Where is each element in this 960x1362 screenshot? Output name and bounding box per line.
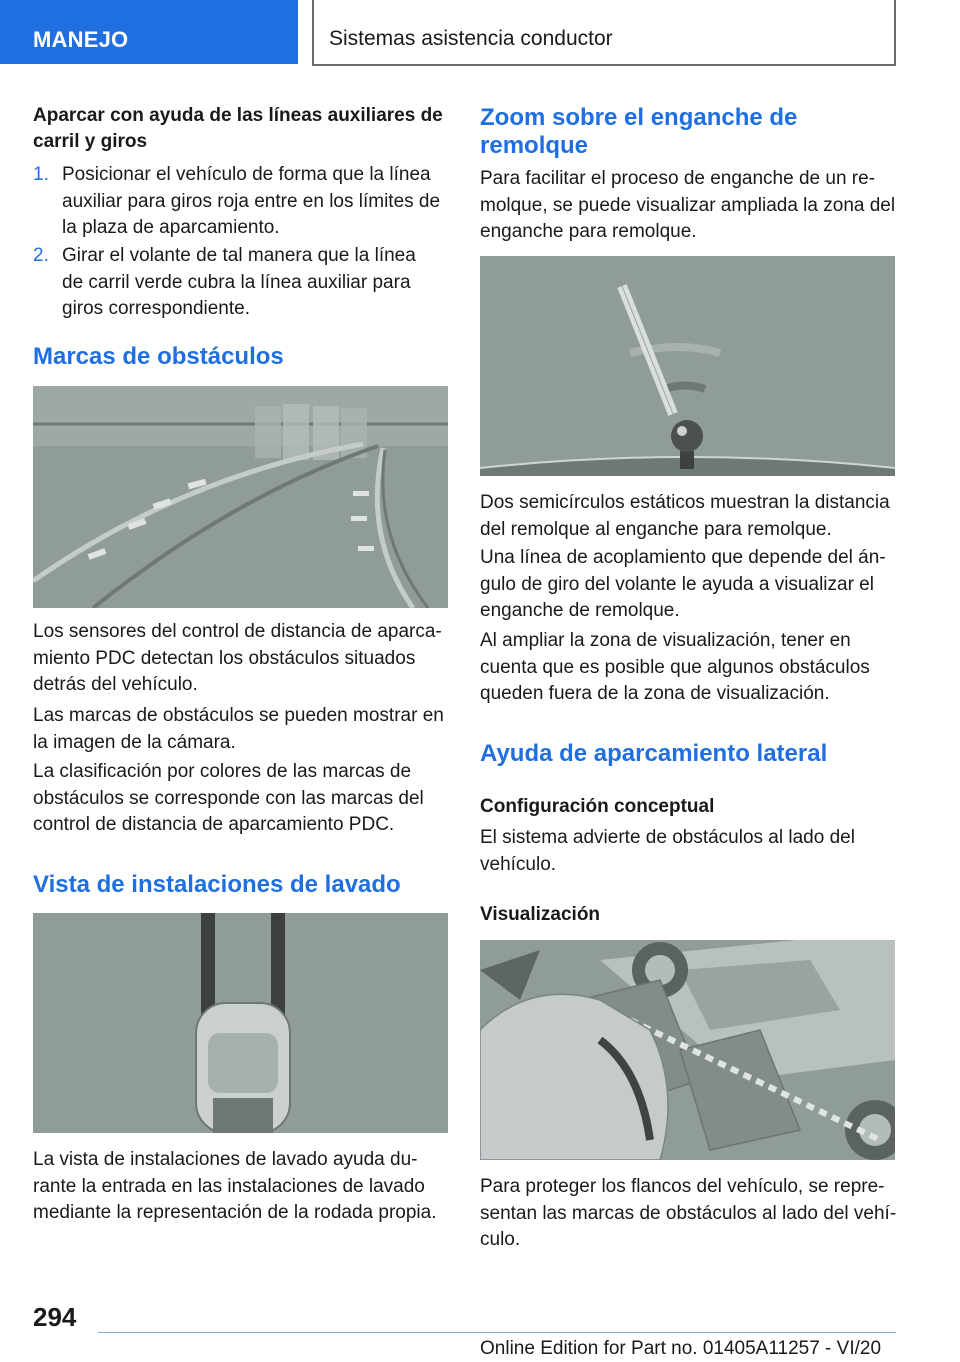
edition-note: Online Edition for Part no. 01405A11257 - VI/20 bbox=[480, 1338, 882, 1359]
obstacle-paragraph: Los sensores del control de distancia de aparcamiento PDC detectan los obstáculos situados detrás del vehículo. bbox=[33, 621, 442, 695]
obstacle-marks-heading: Marcas de obstáculos bbox=[33, 343, 284, 370]
hitch-zoom-paragraph: Al ampliar la zona de visualización, tener en cuenta que es posible que algunos obstáculos queden fuera de la zona de visualización. bbox=[480, 630, 870, 704]
side-parking-figure bbox=[480, 940, 895, 1160]
section-label: Sistemas asistencia conductor bbox=[329, 27, 613, 50]
step-number: 2. bbox=[33, 245, 49, 266]
obstacle-paragraph: La clasificación por colores de las marcas de obstáculos se corresponde con las marcas del control de distancia de aparcamiento PDC. bbox=[33, 761, 424, 835]
chapter-tab[interactable] bbox=[0, 0, 298, 64]
display-paragraph: Para proteger los flancos del vehículo, se representan las marcas de obstáculos al lado del vehículo. bbox=[480, 1176, 897, 1250]
footer-divider bbox=[98, 1332, 896, 1333]
step-text: Posicionar el vehículo de forma que la línea auxiliar para giros roja entre en los límites de la plaza de aparcamiento. bbox=[62, 164, 441, 238]
park-subtitle: Aparcar con ayuda de las líneas auxiliares de carril y giros bbox=[33, 105, 443, 152]
hitch-zoom-paragraph: Para facilitar el proceso de enganche de un remolque, se puede visualizar ampliada la zona del enganche para remolque. bbox=[480, 168, 896, 242]
page-number: 294 bbox=[33, 1302, 77, 1332]
hitch-zoom-paragraph: Una línea de acoplamiento que depende del ángulo de giro del volante le ayuda a visualizar el enganche de remolque. bbox=[480, 547, 886, 621]
chapter-label: MANEJO bbox=[33, 27, 129, 52]
step-number: 1. bbox=[33, 164, 49, 185]
car-wash-heading: Vista de instalaciones de lavado bbox=[33, 871, 401, 898]
car-wash-figure bbox=[33, 913, 448, 1133]
concept-subtitle: Configuración conceptual bbox=[480, 796, 715, 817]
display-subtitle: Visualización bbox=[480, 904, 601, 925]
car-wash-paragraph: La vista de instalaciones de lavado ayuda durante la entrada en las instalaciones de lavado mediante la representación de la rodada propia. bbox=[33, 1149, 437, 1223]
side-parking-heading: Ayuda de aparcamiento lateral bbox=[480, 740, 828, 767]
step-text: Girar el volante de tal manera que la línea de carril verde cubra la línea auxiliar para giros correspondiente. bbox=[62, 245, 416, 319]
obstacle-marks-figure bbox=[33, 386, 448, 608]
concept-paragraph: El sistema advierte de obstáculos al lado del vehículo. bbox=[480, 827, 855, 875]
hitch-zoom-heading: Zoom sobre el enganche de remolque bbox=[480, 104, 798, 159]
hitch-zoom-paragraph: Dos semicírculos estáticos muestran la distancia del remolque al enganche para remolque. bbox=[480, 492, 890, 540]
obstacle-paragraph: Las marcas de obstáculos se pueden mostrar en la imagen de la cámara. bbox=[33, 705, 444, 753]
hitch-zoom-figure bbox=[480, 256, 895, 476]
section-header bbox=[312, 0, 896, 66]
